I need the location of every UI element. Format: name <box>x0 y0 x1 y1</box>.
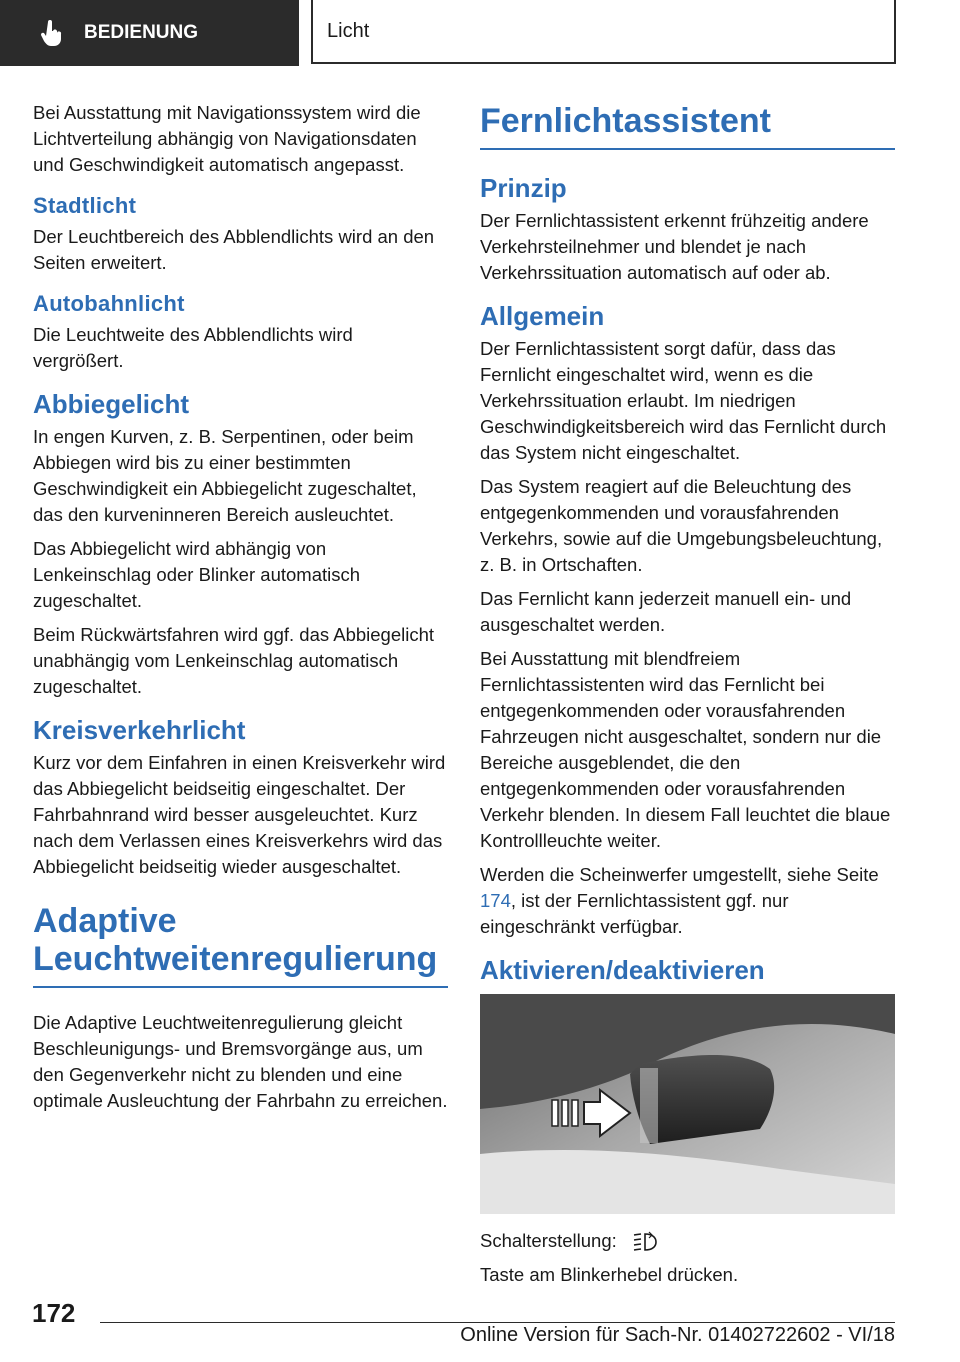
adaptive-paragraph: Die Adaptive Leuchtweitenregulierung gleicht Beschleunigungs- und Bremsvorgänge aus, um den Gegenverkehr nicht zu blenden und eine optimale Ausleuchtung der Fahrbahn zu erreichen. <box>33 1012 448 1111</box>
abbiegelicht-heading: Abbiegelicht <box>33 389 190 419</box>
footer-version: Online Version für Sach-Nr. 01402722602 - VI/18 <box>460 1324 895 1346</box>
p5-after: , ist der Fernlichtassistent ggf. nur eingeschränkt verfügbar. <box>480 890 789 937</box>
chapter-title: Licht <box>311 0 896 64</box>
hand-pointer-icon <box>40 20 64 46</box>
kreisverkehrlicht-paragraph: Kurz vor dem Einfahren in einen Kreisverkehr wird das Abbiegelicht beidseitig eingeschaltet. Der Fahrbahnrand wird besser ausgeleuchtet. Kurz nach dem Verlassen eines Kreisverkehrs wird das Abbiegelicht beidseitig wieder ausgeschaltet. <box>33 752 446 877</box>
taste-paragraph: Taste am Blinkerhebel drücken. <box>480 1264 739 1285</box>
aktivieren-heading: Aktivieren/deaktivieren <box>480 955 765 985</box>
section-label: BEDIENUNG <box>84 22 199 43</box>
allgemein-paragraph-2: Das System reagiert auf die Beleuchtung des entgegenkommenden und vorausfahrenden Verkehrs, sowie auf die Umgebungsbeleuchtung, z. B. in Ortschaften. <box>480 476 883 575</box>
p5-before: Werden die Scheinwerfer umgestellt, siehe Seite <box>480 864 879 885</box>
abbiegelicht-paragraph-2: Das Abbiegelicht wird abhängig von Lenkeinschlag oder Blinker automatisch zugeschaltet. <box>33 538 361 611</box>
schalterstellung-line <box>480 1228 895 1254</box>
stadtlicht-heading: Stadtlicht <box>33 193 137 218</box>
abbiegelicht-paragraph-1: In engen Kurven, z. B. Serpentinen, oder beim Abbiegen wird bis zu einer bestimmten Geschwindigkeit ein Abbiegelicht zugeschaltet, das den kurveninneren Bereich ausleuchtet. <box>33 426 417 525</box>
abbiegelicht-paragraph-3: Beim Rückwärtsfahren wird ggf. das Abbiegelicht unabhängig vom Lenkeinschlag automatisch zugeschaltet. <box>33 624 435 697</box>
allgemein-paragraph-4: Bei Ausstattung mit blendfreiem Fernlichtassistenten wird das Fernlicht bei entgegenkommenden oder vorausfahrenden Fahrzeugen nicht ausgeschaltet, sondern nur die Bereiche ausgeblendet, die den entgegenkommenden oder vorausfahrenden Verkehr blenden. In diesem Fall leuchtet die blaue Kontrollleuchte weiter. <box>480 648 891 851</box>
autobahnlicht-heading: Autobahnlicht <box>33 291 185 316</box>
footer-divider <box>100 1322 895 1323</box>
right-column <box>480 100 895 1296</box>
autobahnlicht-paragraph: Die Leuchtweite des Abblendlichts wird vergrößert. <box>33 324 353 371</box>
kreisverkehrlicht-heading: Kreisverkehrlicht <box>33 715 246 745</box>
fernlichtassistent-heading: Fernlichtassistent <box>480 102 895 150</box>
allgemein-paragraph-5 <box>480 862 895 940</box>
prinzip-heading: Prinzip <box>480 173 567 203</box>
page-number: 172 <box>32 1298 76 1328</box>
prinzip-paragraph: Der Fernlichtassistent erkennt frühzeitig andere Verkehrsteilnehmer und blendet je nach Verkehrssituation automatisch auf oder ab. <box>480 210 869 283</box>
high-beam-assistant-icon <box>632 1231 658 1253</box>
allgemein-heading: Allgemein <box>480 301 605 331</box>
left-column <box>33 100 448 1122</box>
intro-paragraph: Bei Ausstattung mit Navigationssystem wird die Lichtverteilung abhängig von Navigationsdaten und Geschwindigkeit automatisch angepasst. <box>33 102 421 175</box>
turn-signal-lever-photo <box>480 994 895 1214</box>
section-tab <box>0 0 299 66</box>
schalterstellung-label: Schalterstellung: <box>480 1230 617 1251</box>
allgemein-paragraph-3: Das Fernlicht kann jederzeit manuell ein- und ausgeschaltet werden. <box>480 588 852 635</box>
stadtlicht-paragraph: Der Leuchtbereich des Abblendlichts wird an den Seiten erweitert. <box>33 226 435 273</box>
adaptive-heading: Adaptive Leuchtweitenregulierung <box>33 902 448 988</box>
page-link[interactable]: 174 <box>480 890 511 911</box>
allgemein-paragraph-1: Der Fernlichtassistent sorgt dafür, dass das Fernlicht eingeschaltet wird, wenn es die Verkehrssituation erlaubt. Im niedrigen Geschwindigkeitsbereich wird das Fernlicht durch das System nicht eingeschaltet. <box>480 338 887 463</box>
